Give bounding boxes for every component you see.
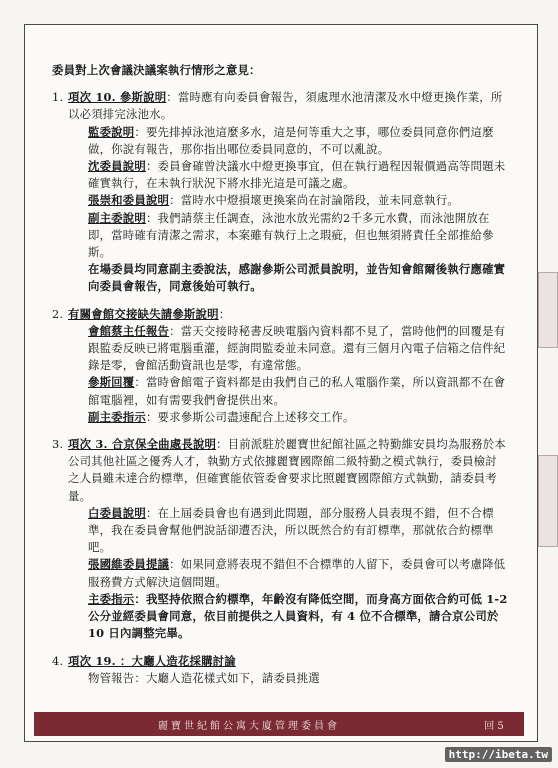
section-4 — [38, 653, 508, 687]
paragraph — [88, 210, 508, 262]
section-text: ：當時應有向委員會報告，須處理水池清潔及水中燈更換作業，所以必須排完泳池水。 — [68, 90, 503, 122]
seal-stamp-bottom — [538, 455, 558, 547]
speaker-label: 白委員說明 — [88, 505, 146, 520]
section-1 — [38, 89, 508, 295]
speaker-label: 副主委說明 — [88, 210, 146, 225]
paragraph-text: ：當天交接時秘書反映電腦內資料都不見了，當時他們的回覆是有跟監委反映已將電腦重灌，經詢問監委並未同意。還有三個月內電子信箱之信件紀錄是零，會館活動資訊也是零，有違常態。 — [88, 323, 506, 373]
paragraph — [88, 124, 508, 158]
section-1-heading — [38, 89, 508, 123]
section-3 — [38, 436, 508, 642]
section-4-heading — [38, 653, 508, 670]
speaker-label: 沈委員說明 — [88, 159, 146, 174]
section-text: ：目前派駐於麗寶世紀館社區之特勤維安員均為服務於本公司其他社區之優秀人才，執勤方式依據麗寶國際館二級特勤之模式執行，委員檢討之人員雖未達合約標準，但確實能依管委會要求比照麗寶國際館方式執勤，請委員考量。 — [68, 437, 506, 503]
speaker-label: 張崇和委員說明 — [88, 193, 170, 208]
document-heading: 委員對上次會議決議案執行情形之意見： — [52, 63, 261, 77]
paragraph — [88, 158, 508, 192]
speaker-label: 主委指示 — [88, 591, 135, 606]
speaker-label: 監委說明 — [88, 124, 135, 139]
section-number: 3. — [52, 437, 64, 452]
section-2-heading — [38, 306, 508, 323]
section-number: 4. — [52, 653, 64, 668]
resolution-text: 在場委員均同意副主委說法，感謝參斯公司派員說明，並告知會館爾後執行應確實向委員會報告，同意後始可執行。 — [88, 262, 506, 294]
paragraph — [88, 505, 508, 557]
speaker-label: 副主委指示 — [88, 409, 146, 424]
paragraph — [88, 374, 508, 408]
speaker-label: 會館蔡主任報告 — [88, 323, 170, 338]
paragraph-text: ：當時會館電子資料都是由我們自己的私人電腦作業，所以資訊都不在會館電腦裡，如有需要我們會提供出來。 — [88, 375, 506, 407]
paragraph-text: ：委員會確曾決議水中燈更換事宜，但在執行過程因報價過高等問題未確實執行，在未執行狀況下將水排光這是可議之處。 — [88, 159, 506, 191]
seal-stamp-top — [538, 272, 558, 348]
paragraph-text: ：當時水中燈損壞更換案尚在討論階段，並未同意執行。 — [169, 193, 459, 208]
paragraph — [88, 323, 508, 375]
speaker-label: 參斯回覆 — [88, 375, 135, 390]
paragraph-text: ：要求參斯公司盡速配合上述移交工作。 — [145, 409, 355, 424]
paragraph-text: ：在上屆委員會也有遇到此問題，部分服務人員表現不錯，但不合標準，我在委員會幫他們說話卻遭否決，所以既然合約有訂標準，那就依合約標準吧。 — [88, 505, 494, 555]
paragraph-text: ：如果同意將表現不錯但不合標準的人留下，委員會可以考慮降低服務費方式解決這個問題。 — [88, 557, 506, 589]
section-3-heading — [38, 436, 508, 505]
paragraph — [88, 591, 508, 643]
section-number: 2. — [52, 306, 64, 321]
section-text: ： — [218, 306, 231, 321]
section-2 — [38, 306, 508, 426]
paragraph-text: ：我們請蔡主任調查，泳池水放光需約2千多元水費，而泳池開放在即，當時確有清潔之需求，本案雖有執行上之瑕疵，但也無須將責任全部推給參斯。 — [88, 210, 494, 260]
footer-title: 麗寶世紀館公寓大廈管理委員會 — [158, 720, 340, 732]
paragraph — [88, 192, 508, 209]
footer-bar — [34, 712, 524, 736]
section-title: 項次 10. 參斯說明 — [68, 90, 167, 105]
section-title: 項次 19. ：大廳人造花採購討論 — [68, 653, 236, 668]
page-number: 回 5 — [484, 720, 504, 732]
section-title: 有關會館交接缺失請參斯說明 — [68, 306, 219, 321]
section-number: 1. — [52, 90, 64, 105]
paragraph — [88, 556, 508, 590]
section-title: 項次 3. 合京保全曲處長說明 — [68, 437, 217, 452]
paragraph — [88, 409, 508, 426]
speaker-label: 張國維委員提議 — [88, 557, 170, 572]
instruction-text: ：我堅持依照合約標準，年齡沒有降低空間，而身高方面依合約可低 1-2 公分並經委員會同意，依目前提供之人員資料，有 4 位不合標準，請合京公司於 10 日內調整完畢。 — [88, 591, 508, 641]
paragraph-text: ：要先排掉泳池這麼多水，這是何等重大之事，哪位委員同意你們這麼做，你說有報告，那你指出哪位委員同意的，不可以亂說。 — [88, 124, 494, 156]
document-body — [38, 62, 508, 687]
watermark-url: http://ibeta.tw — [445, 747, 552, 762]
paragraph: 物管報告：大廳人造花樣式如下，請委員挑選 — [88, 670, 320, 685]
